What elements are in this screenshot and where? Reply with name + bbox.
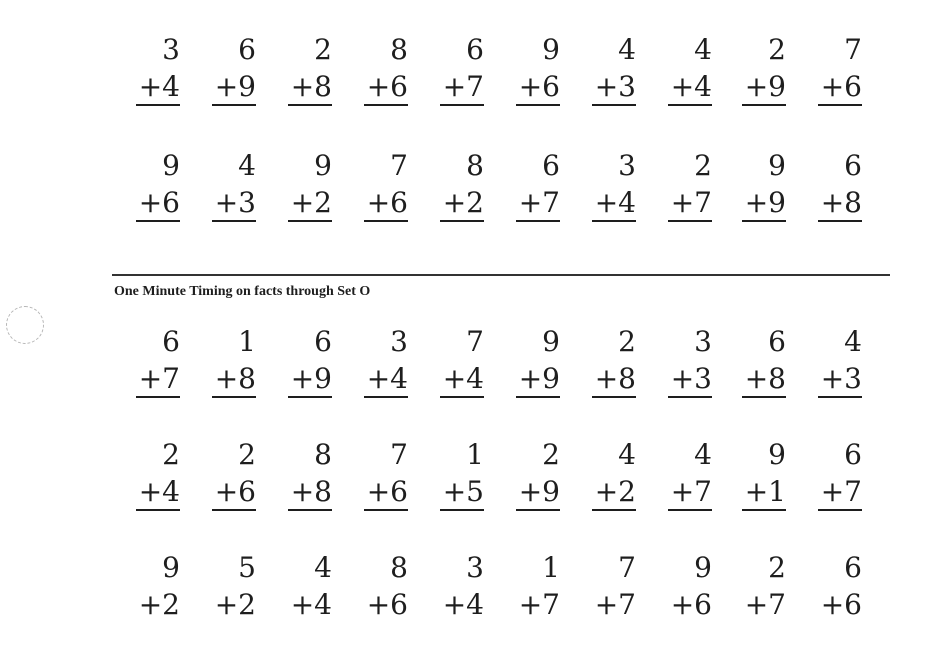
addend-top: 2: [162, 438, 180, 471]
addition-problem: [742, 548, 786, 622]
addition-problem: [592, 548, 636, 622]
addition-problem: [136, 435, 180, 511]
addition-problem: [364, 146, 408, 222]
addend-bottom: +8: [592, 362, 636, 398]
addend-bottom: +4: [364, 362, 408, 398]
addend-top: 2: [768, 551, 786, 584]
addend-top: 2: [238, 438, 256, 471]
addend-top: 8: [390, 551, 408, 584]
addend-top: 1: [466, 438, 484, 471]
addend-bottom: +6: [364, 186, 408, 222]
addition-problem: [136, 322, 180, 398]
addend-top: 5: [238, 551, 256, 584]
addend-top: 6: [844, 149, 862, 182]
addend-top: 4: [694, 33, 712, 66]
addition-problem: [516, 322, 560, 398]
addend-top: 6: [314, 325, 332, 358]
addend-bottom: +4: [592, 186, 636, 222]
addition-problem: [288, 146, 332, 222]
addition-problem: [818, 146, 862, 222]
addend-bottom: +6: [136, 186, 180, 222]
addend-top: 9: [314, 149, 332, 182]
addend-bottom: +6: [212, 475, 256, 511]
problem-row: [0, 322, 930, 435]
addition-problem: [364, 548, 408, 622]
addition-problem: [440, 146, 484, 222]
addend-bottom: +7: [818, 475, 862, 511]
addend-top: 2: [314, 33, 332, 66]
addend-bottom: +6: [366, 588, 408, 621]
addition-problem: [516, 435, 560, 511]
addition-problem: [440, 548, 484, 622]
addend-top: 3: [694, 325, 712, 358]
addend-bottom: +8: [212, 362, 256, 398]
addend-bottom: +6: [364, 475, 408, 511]
addend-top: 6: [466, 33, 484, 66]
addend-top: 4: [694, 438, 712, 471]
addend-bottom: +9: [742, 186, 786, 222]
addend-top: 7: [466, 325, 484, 358]
addition-problem: [818, 548, 862, 622]
addend-top: 9: [162, 149, 180, 182]
addition-problem: [212, 435, 256, 511]
addend-bottom: +7: [516, 186, 560, 222]
problem-row: [0, 435, 930, 548]
addend-top: 8: [390, 33, 408, 66]
addend-bottom: +4: [442, 588, 484, 621]
addend-bottom: +9: [516, 362, 560, 398]
addend-bottom: +9: [516, 475, 560, 511]
addend-bottom: +2: [214, 588, 256, 621]
addend-bottom: +4: [136, 475, 180, 511]
addend-bottom: +3: [818, 362, 862, 398]
addition-problem: [668, 435, 712, 511]
problem-row: [0, 548, 930, 661]
addend-bottom: +7: [668, 475, 712, 511]
addend-top: 3: [618, 149, 636, 182]
addend-bottom: +7: [594, 588, 636, 621]
addend-bottom: +6: [820, 588, 862, 621]
problem-block-top: [0, 30, 930, 262]
addend-bottom: +7: [518, 588, 560, 621]
addition-problem: [668, 548, 712, 622]
problem-block-bottom: [0, 322, 930, 661]
addend-bottom: +7: [136, 362, 180, 398]
addend-bottom: +2: [592, 475, 636, 511]
problem-row: [0, 146, 930, 262]
addend-bottom: +9: [212, 70, 256, 106]
addend-top: 6: [542, 149, 560, 182]
addend-bottom: +4: [440, 362, 484, 398]
addend-top: 7: [390, 438, 408, 471]
addend-bottom: +8: [288, 475, 332, 511]
addition-problem: [818, 30, 862, 106]
addition-problem: [288, 322, 332, 398]
addition-problem: [440, 30, 484, 106]
addend-bottom: +6: [516, 70, 560, 106]
addition-problem: [136, 548, 180, 622]
addend-top: 7: [844, 33, 862, 66]
addend-bottom: +8: [288, 70, 332, 106]
section-divider: [112, 274, 890, 276]
addend-top: 2: [618, 325, 636, 358]
addend-bottom: +2: [440, 186, 484, 222]
addition-problem: [668, 30, 712, 106]
addend-top: 9: [542, 325, 560, 358]
addend-top: 6: [844, 551, 862, 584]
section-heading: One Minute Timing on facts through Set O: [114, 284, 371, 299]
addend-top: 6: [768, 325, 786, 358]
addend-bottom: +5: [440, 475, 484, 511]
addend-top: 4: [314, 551, 332, 584]
addend-bottom: +7: [440, 70, 484, 106]
addend-top: 4: [238, 149, 256, 182]
addition-problem: [440, 322, 484, 398]
addition-problem: [364, 30, 408, 106]
addition-problem: [212, 30, 256, 106]
addend-bottom: +1: [742, 475, 786, 511]
addend-bottom: +7: [668, 186, 712, 222]
addition-problem: [742, 146, 786, 222]
addition-problem: [742, 322, 786, 398]
addition-problem: [212, 322, 256, 398]
addition-problem: [516, 548, 560, 622]
addition-problem: [364, 435, 408, 511]
addition-problem: [592, 435, 636, 511]
addition-problem: [440, 435, 484, 511]
addend-bottom: +6: [670, 588, 712, 621]
addend-bottom: +8: [742, 362, 786, 398]
addend-bottom: +6: [818, 70, 862, 106]
addend-bottom: +2: [138, 588, 180, 621]
addend-bottom: +3: [592, 70, 636, 106]
addend-bottom: +2: [288, 186, 332, 222]
addend-bottom: +3: [668, 362, 712, 398]
addend-top: 8: [466, 149, 484, 182]
addition-problem: [818, 435, 862, 511]
addition-problem: [212, 548, 256, 622]
addend-bottom: +9: [742, 70, 786, 106]
addition-problem: [288, 548, 332, 622]
addition-problem: [136, 30, 180, 106]
addition-problem: [288, 435, 332, 511]
addend-top: 2: [694, 149, 712, 182]
addend-top: 3: [466, 551, 484, 584]
addend-top: 9: [542, 33, 560, 66]
addend-top: 6: [844, 438, 862, 471]
addend-top: 8: [314, 438, 332, 471]
addend-bottom: +4: [290, 588, 332, 621]
addition-problem: [592, 30, 636, 106]
addend-bottom: +3: [212, 186, 256, 222]
addend-top: 7: [618, 551, 636, 584]
addition-problem: [742, 30, 786, 106]
addend-top: 2: [768, 33, 786, 66]
addition-problem: [288, 30, 332, 106]
addend-top: 6: [238, 33, 256, 66]
addend-bottom: +6: [364, 70, 408, 106]
addend-top: 9: [162, 551, 180, 584]
addition-problem: [592, 322, 636, 398]
addition-problem: [364, 322, 408, 398]
addend-top: 4: [844, 325, 862, 358]
addend-bottom: +4: [668, 70, 712, 106]
addend-top: 3: [390, 325, 408, 358]
addition-problem: [742, 435, 786, 511]
addition-problem: [136, 146, 180, 222]
addend-top: 9: [694, 551, 712, 584]
addition-problem: [212, 146, 256, 222]
addition-problem: [516, 146, 560, 222]
addend-top: 6: [162, 325, 180, 358]
addition-problem: [516, 30, 560, 106]
addend-top: 7: [390, 149, 408, 182]
problem-row: [0, 30, 930, 146]
addend-top: 4: [618, 33, 636, 66]
addend-bottom: +9: [288, 362, 332, 398]
addend-top: 2: [542, 438, 560, 471]
addend-bottom: +7: [744, 588, 786, 621]
addition-problem: [668, 146, 712, 222]
addend-top: 3: [162, 33, 180, 66]
addition-problem: [818, 322, 862, 398]
addend-top: 9: [768, 149, 786, 182]
addend-top: 4: [618, 438, 636, 471]
addend-bottom: +8: [818, 186, 862, 222]
addend-bottom: +4: [136, 70, 180, 106]
addition-problem: [592, 146, 636, 222]
addend-top: 9: [768, 438, 786, 471]
addend-top: 1: [238, 325, 256, 358]
addend-top: 1: [542, 551, 560, 584]
addition-problem: [668, 322, 712, 398]
